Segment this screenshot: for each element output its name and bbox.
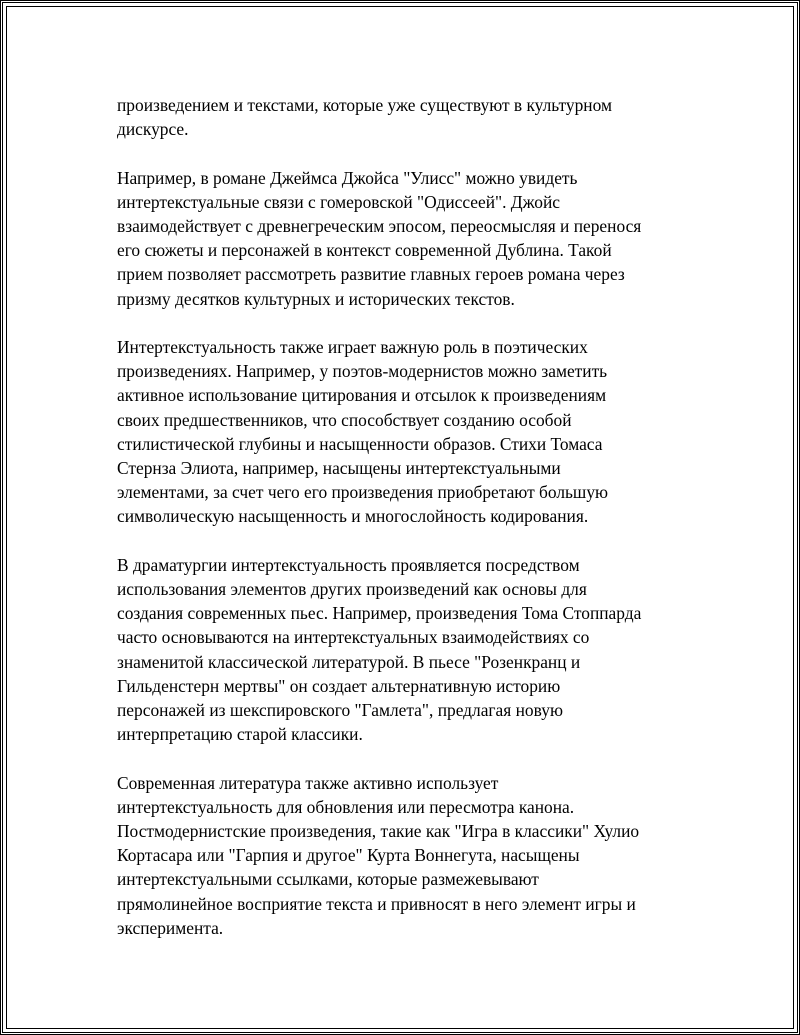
text-line: персонажей из шекспировского "Гамлета", предлагая новую <box>117 700 563 721</box>
text-line: прямолинейное восприятие текста и привносят в него элемент игры и <box>117 893 636 914</box>
text-line: Гильденстерн мертвы" он создает альтернативную историю <box>117 675 561 696</box>
text-line: интерпретацию старой классики. <box>117 724 363 745</box>
text-line: взаимодействует с древнегреческим эпосом, переосмысляя и перенося <box>117 216 642 236</box>
text-line: использования элементов других произведений как основы для <box>117 579 587 600</box>
text-line: интертекстуальные связи с гомеровской "Одиссеей". Джойс <box>117 191 560 212</box>
text-line: произведением и текстами, которые уже существуют в культурном <box>117 95 612 115</box>
paragraph-2 <box>117 166 697 311</box>
text-line: В драматургии интертекстуальность проявляется посредством <box>117 554 580 575</box>
text-line: Кортасара или "Гарпия и другое" Курта Воннегута, насыщены <box>117 845 580 866</box>
paragraph-5 <box>117 771 697 940</box>
paragraph-1 <box>117 93 697 141</box>
text-line: его сюжеты и персонажей в контекст современной Дублина. Такой <box>117 240 612 261</box>
document-body <box>117 93 697 964</box>
text-line: Стернза Элиота, например, насыщены интертекстуальными <box>117 458 561 479</box>
paragraph-4 <box>117 553 697 747</box>
text-line: интертекстуальными ссылками, которые размежевывают <box>117 869 539 890</box>
text-line: активное использование цитирования и отсылок к произведениям <box>117 385 607 406</box>
text-line: интертекстуальность для обновления или пересмотра канона. <box>117 796 575 817</box>
text-line: дискурсе. <box>117 119 189 140</box>
text-line: часто основываются на интертекстуальных взаимодействиях со <box>117 627 590 648</box>
text-line: Интертекстуальность также играет важную роль в поэтических <box>117 337 588 357</box>
text-line: Например, в романе Джеймса Джойса "Улисс" можно увидеть <box>117 167 578 188</box>
text-line: Постмодернистские произведения, такие как "Игра в классики" Хулио <box>117 821 640 842</box>
text-line: призму десятков культурных и исторических текстов. <box>117 288 515 309</box>
text-line: символическую насыщенность и многослойность кодирования. <box>117 506 589 527</box>
text-line: прием позволяет рассмотреть развитие главных героев романа через <box>117 264 625 285</box>
text-line: знаменитой классической литературой. В пьесе "Розенкранц и <box>117 651 581 672</box>
text-line: создания современных пьес. Например, произведения Тома Стоппарда <box>117 603 642 624</box>
text-line: эксперимента. <box>117 917 224 938</box>
text-line: стилистической глубины и насыщенности образов. Стихи Томаса <box>117 433 603 454</box>
text-line: Современная литература также активно использует <box>117 772 499 793</box>
text-line: произведениях. Например, у поэтов-модернистов можно заметить <box>117 361 608 382</box>
text-line: своих предшественников, что способствует созданию особой <box>117 409 572 430</box>
paragraph-3 <box>117 335 697 529</box>
text-line: элементами, за счет чего его произведения приобретают большую <box>117 482 609 503</box>
